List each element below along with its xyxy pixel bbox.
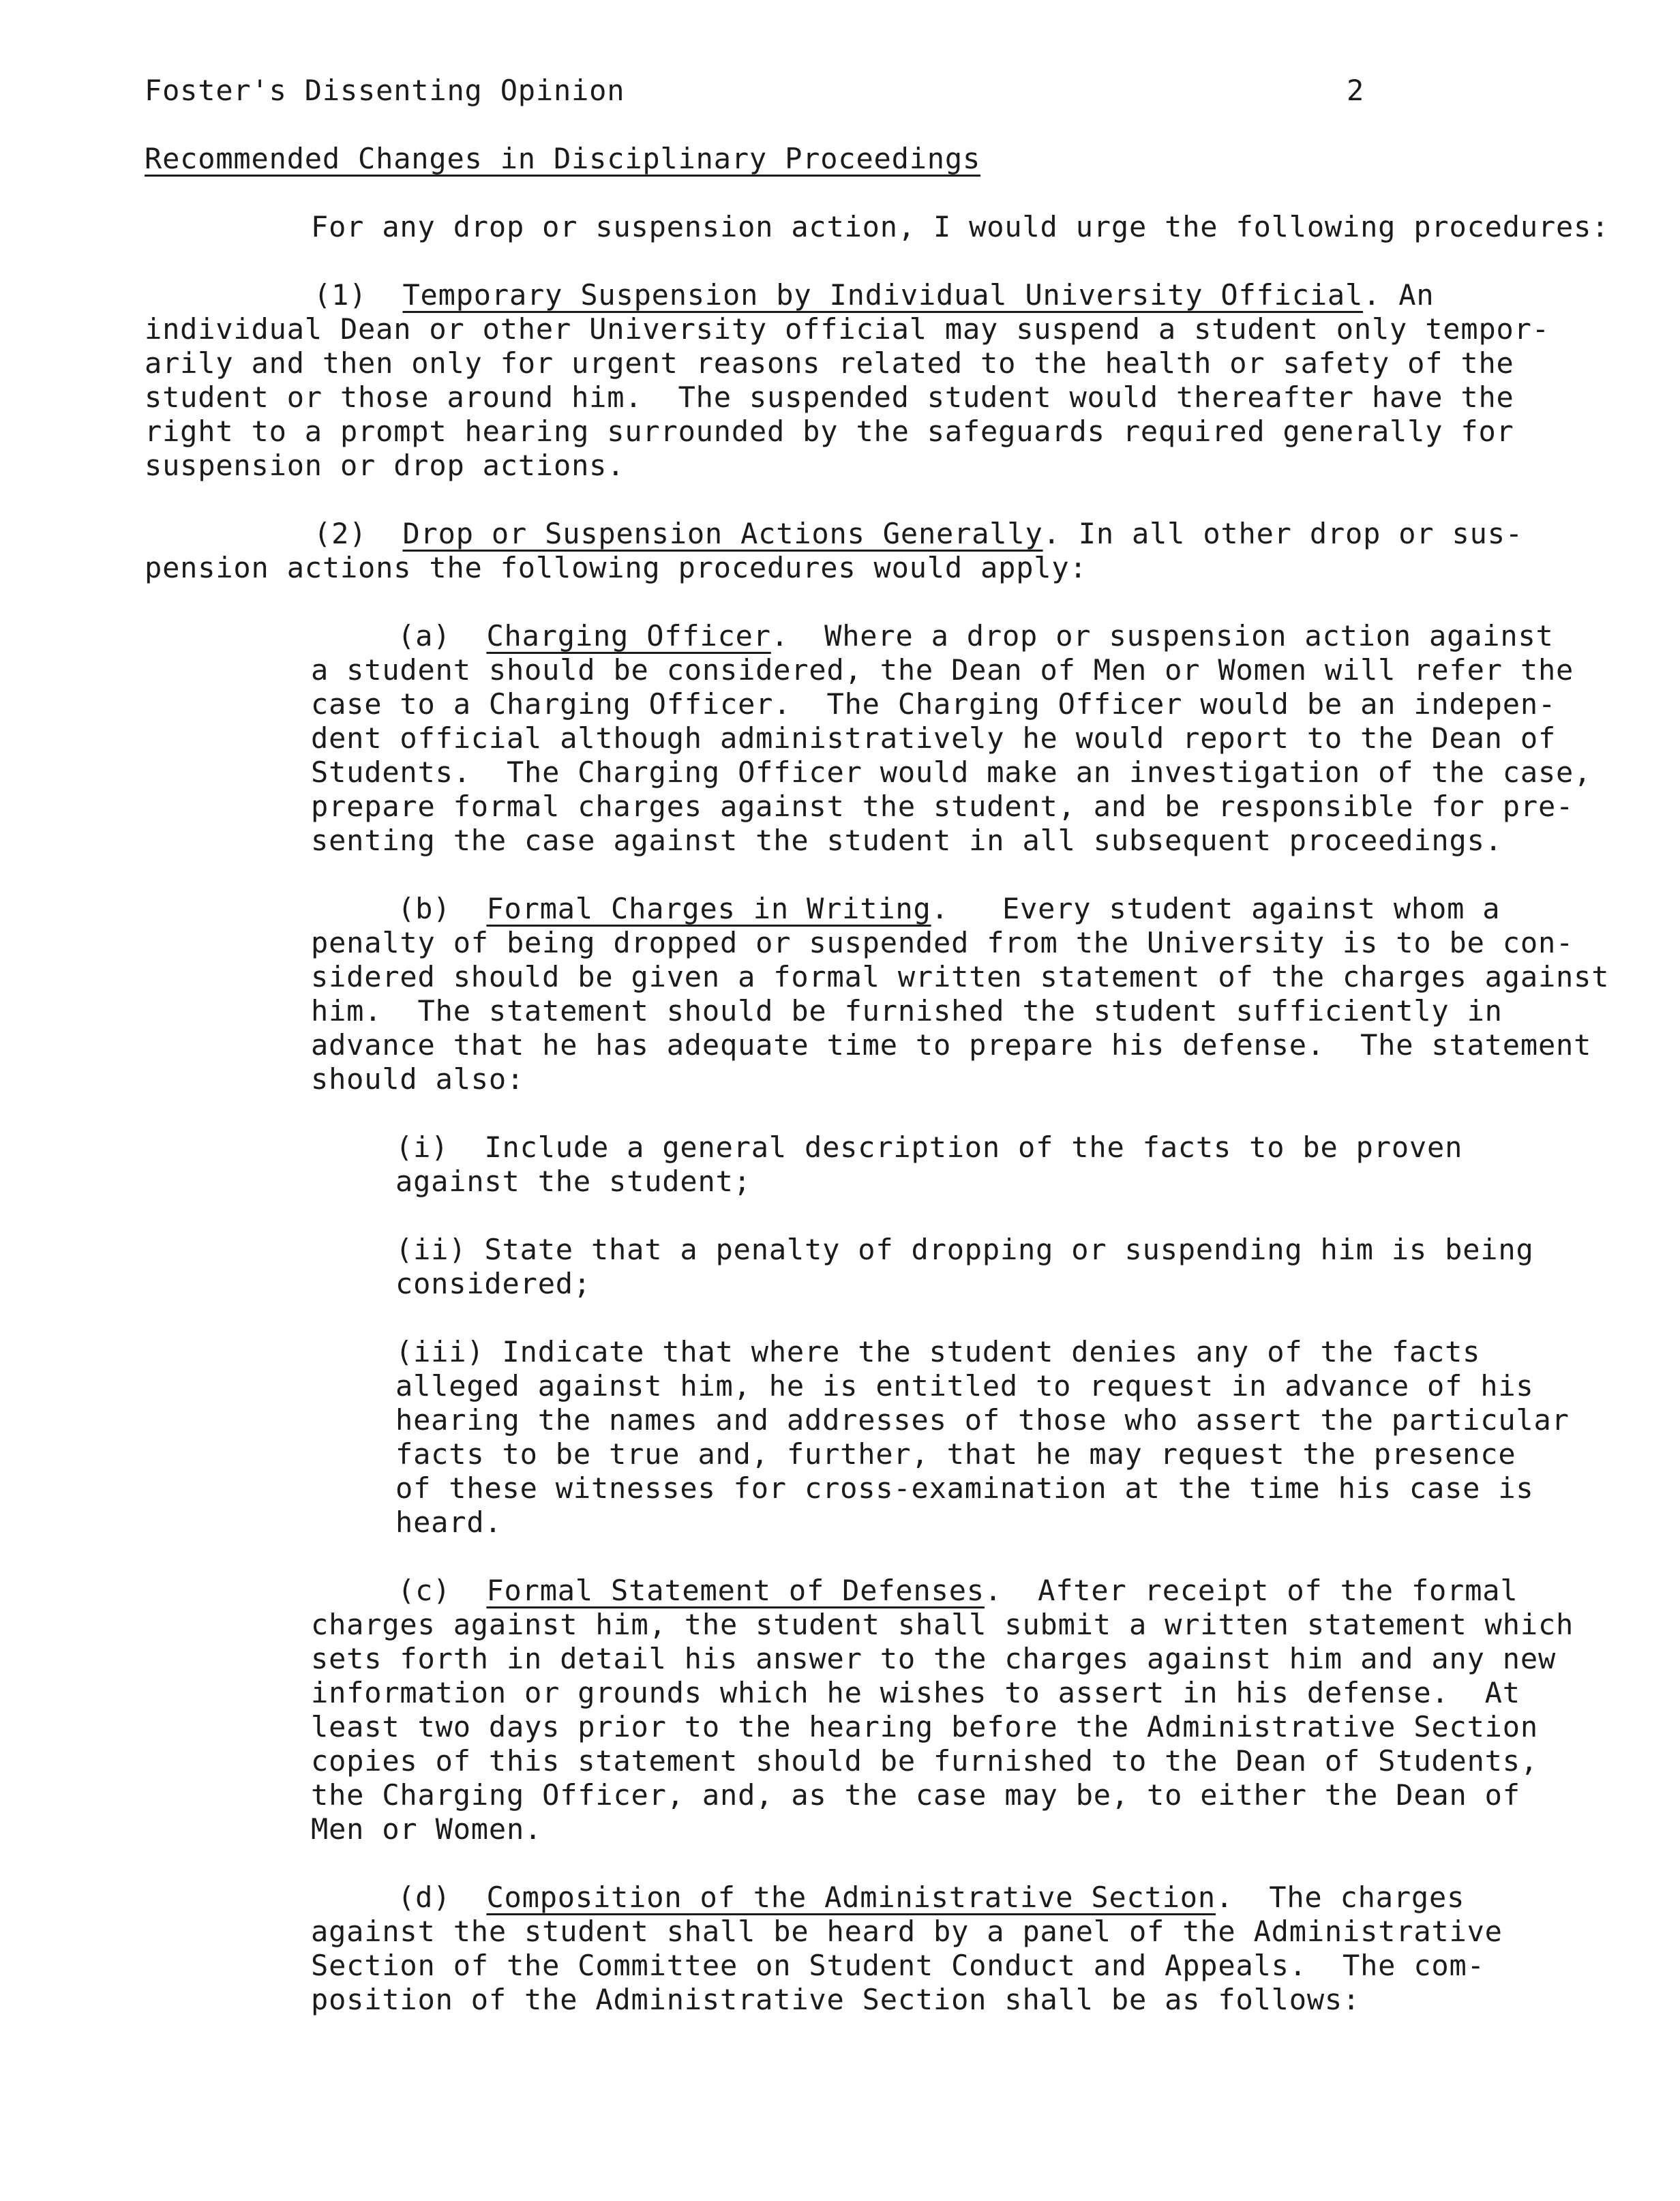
item-b-line — [397, 892, 1500, 926]
sub-ii-text: State that a penalty of dropping or suspending him is being — [484, 1233, 1534, 1266]
item-1-label: (1) — [314, 278, 368, 312]
item-a-line — [397, 619, 1554, 653]
item-a-text-line: prepare formal charges against the student, and be responsible for pre- — [311, 790, 1574, 823]
item-c-text-line: the Charging Officer, and, as the case may be, to either the Dean of — [311, 1778, 1520, 1812]
item-1-text-line: individual Dean or other University official may suspend a student only tempor- — [145, 312, 1550, 346]
item-b-text-line: advance that he has adequate time to prepare his defense. The statement — [311, 1028, 1592, 1062]
item-b-text-line: should also: — [311, 1062, 525, 1096]
item-2-lead: . In all other drop or sus- — [1042, 517, 1523, 550]
item-b-lead: . Every student against whom a — [931, 892, 1501, 925]
item-c-heading: Formal Statement of Defenses — [486, 1574, 985, 1607]
item-1-line — [314, 278, 1434, 312]
item-c-text-line: sets forth in detail his answer to the charges against him and any new — [311, 1642, 1557, 1675]
sub-iii-text: Indicate that where the student denies any of the facts — [502, 1335, 1481, 1368]
item-c-text-line: information or grounds which he wishes to assert in his defense. At — [311, 1676, 1520, 1709]
sub-ii-label: (ii) — [395, 1233, 467, 1266]
item-c-text-line: Men or Women. — [311, 1812, 543, 1846]
sub-i-text: Include a general description of the facts to be proven — [484, 1131, 1463, 1164]
section-heading: Recommended Changes in Disciplinary Proceedings — [145, 142, 981, 175]
item-1-text-line: right to a prompt hearing surrounded by the safeguards required generally for — [145, 415, 1514, 448]
item-d-lead: . The charges — [1215, 1881, 1465, 1914]
item-d-heading: Composition of the Administrative Section — [486, 1881, 1216, 1914]
item-c-text-line: copies of this statement should be furnished to the Dean of Students, — [311, 1744, 1538, 1778]
sub-i-line — [395, 1131, 1462, 1165]
page-number: 2 — [1347, 74, 1365, 107]
item-a-label: (a) — [397, 619, 451, 653]
item-2-line — [314, 517, 1523, 551]
item-d-label: (d) — [397, 1881, 451, 1914]
item-b-label: (b) — [397, 892, 451, 925]
item-a-text-line: Students. The Charging Officer would make an investigation of the case, — [311, 755, 1592, 789]
item-a-heading: Charging Officer — [486, 619, 771, 653]
item-b-text-line: sidered should be given a formal written statement of the charges against — [311, 960, 1610, 993]
item-c-label: (c) — [397, 1574, 451, 1607]
item-d-line — [397, 1881, 1465, 1915]
item-1-text-line: arily and then only for urgent reasons related to the health or safety of the — [145, 346, 1514, 380]
sub-iii-text-line: heard. — [395, 1506, 502, 1539]
item-a-lead: . Where a drop or suspension action against — [770, 619, 1554, 653]
sub-iii-text-line: facts to be true and, further, that he may request the presence — [395, 1437, 1516, 1471]
item-d-text-line: Section of the Committee on Student Conduct and Appeals. The com- — [311, 1949, 1485, 1982]
sub-iii-text-line: hearing the names and addresses of those who assert the particular — [395, 1403, 1570, 1437]
sub-ii-text-line: considered; — [395, 1267, 591, 1300]
item-1-text-line: suspension or drop actions. — [145, 449, 625, 482]
item-1-lead: . An — [1363, 278, 1435, 312]
item-b-heading: Formal Charges in Writing — [486, 892, 931, 925]
sub-i-label: (i) — [395, 1131, 449, 1164]
item-a-text-line: senting the case against the student in all subsequent proceedings. — [311, 824, 1503, 857]
item-1-text-line: student or those around him. The suspended student would thereafter have the — [145, 380, 1514, 414]
item-2-heading: Drop or Suspension Actions Generally — [402, 517, 1043, 550]
sub-iii-text-line: alleged against him, he is entitled to request in advance of his — [395, 1369, 1534, 1403]
sub-ii-line — [395, 1233, 1534, 1267]
item-b-text-line: him. The statement should be furnished the student sufficiently in — [311, 994, 1503, 1028]
item-c-lead: . After receipt of the formal — [984, 1574, 1518, 1607]
item-a-text-line: a student should be considered, the Dean of Men or Women will refer the — [311, 653, 1574, 687]
item-c-line — [397, 1574, 1518, 1608]
sub-i-text-line: against the student; — [395, 1165, 751, 1198]
item-a-text-line: dent official although administratively he would report to the Dean of — [311, 721, 1557, 755]
document-title: Foster's Dissenting Opinion — [145, 74, 625, 107]
item-a-text-line: case to a Charging Officer. The Charging Officer would be an indepen- — [311, 687, 1557, 721]
item-1-heading: Temporary Suspension by Individual University Official — [402, 278, 1364, 312]
sub-iii-line — [395, 1335, 1480, 1369]
item-b-text-line: penalty of being dropped or suspended from the University is to be con- — [311, 926, 1574, 959]
item-d-text-line: against the student shall be heard by a panel of the Administrative — [311, 1915, 1503, 1948]
sub-iii-label: (iii) — [395, 1335, 485, 1368]
intro-paragraph: For any drop or suspension action, I would urge the following procedures: — [311, 210, 1610, 243]
item-2-label: (2) — [314, 517, 368, 550]
item-d-text-line: position of the Administrative Section shall be as follows: — [311, 1983, 1361, 2016]
item-2-text-line: pension actions the following procedures would apply: — [145, 551, 1088, 584]
item-c-text-line: least two days prior to the hearing before the Administrative Section — [311, 1710, 1538, 1743]
item-c-text-line: charges against him, the student shall submit a written statement which — [311, 1608, 1574, 1641]
sub-iii-text-line: of these witnesses for cross-examination at the time his case is — [395, 1471, 1534, 1505]
